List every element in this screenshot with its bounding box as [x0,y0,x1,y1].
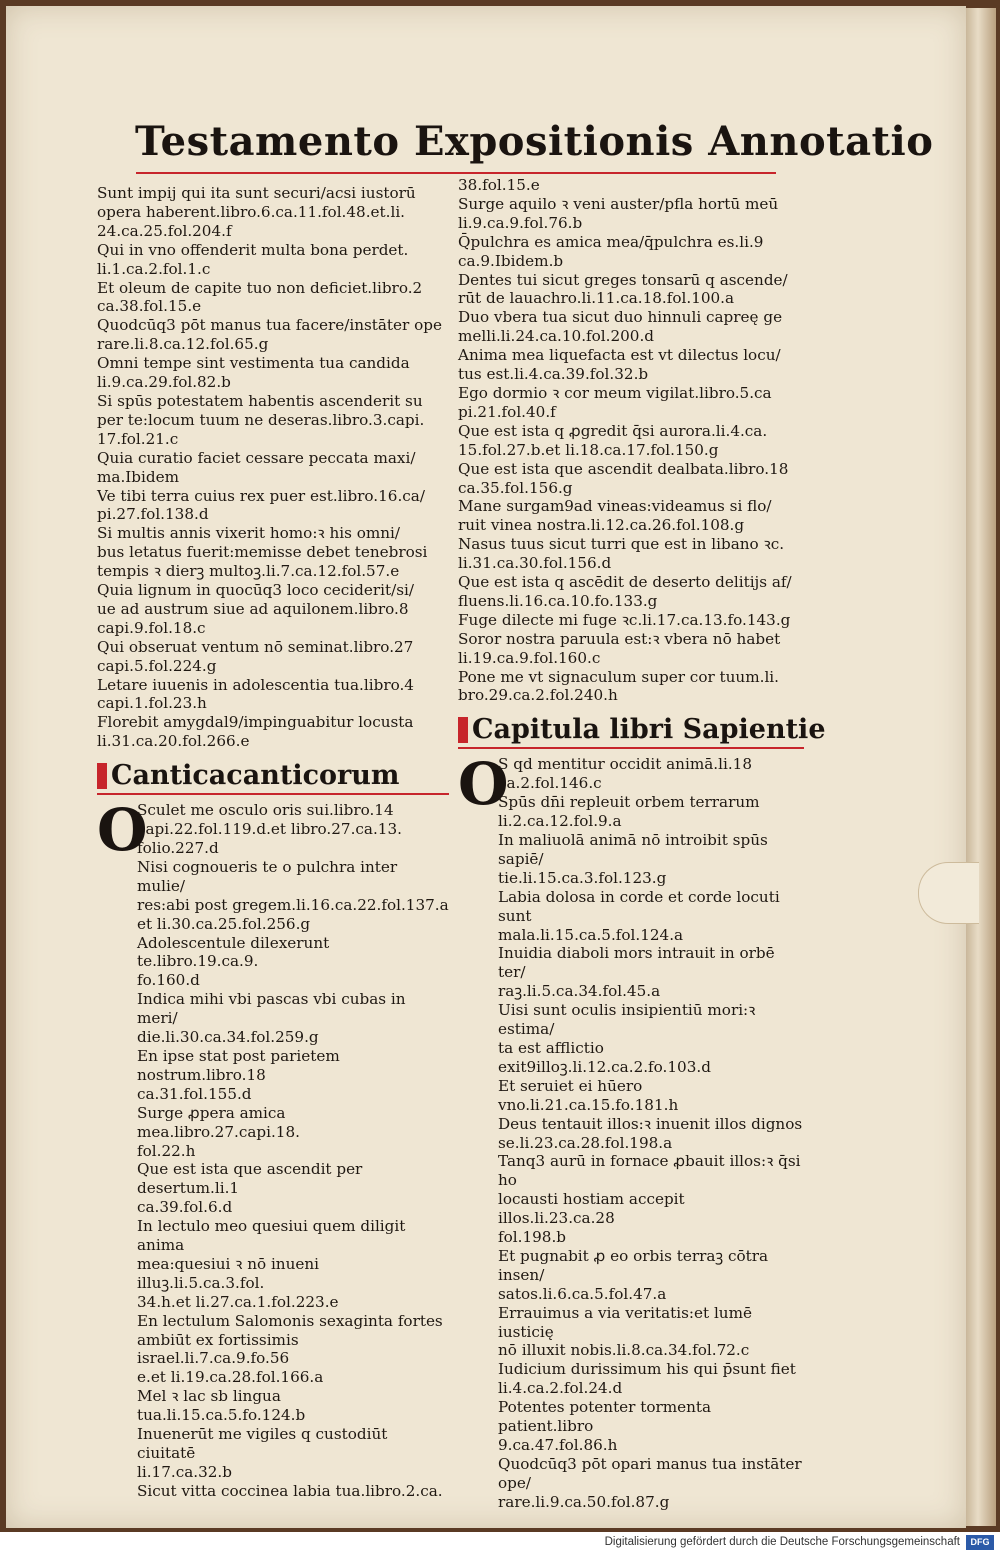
section-body-canticum [97,796,449,1501]
index-entry: 38.fol.15.e [458,176,540,194]
right-column [458,176,826,1512]
index-entry: Que est ista q ascēdit de deserto delitijs af/ fluens.li.16.ca.10.fo.133.g [458,573,792,610]
dfg-logo: DFG [966,1535,994,1550]
rubric-mark [458,717,468,743]
title-red-rule [136,172,776,174]
index-entry: Anima mea liquefacta est vt dilectus locu/ tus est.li.4.ca.39.fol.32.b [458,346,781,384]
index-entry: Surge ꝓpera amica mea.libro.27.capi.18. fol.22.h [137,1103,300,1160]
index-entry: In maliuolā animā nō introibit spūs sapiē/ tie.li.15.ca.3.fol.123.g [498,831,768,887]
index-entry: Deus tentauit illos:ꝛ inuenit illos dignos se.li.23.ca.28.fol.198.a [498,1114,803,1152]
initial-letter: O [97,796,148,865]
section-heading-label: Capitula libri Sapientie [472,714,826,746]
index-entry: Mane surgam9ad vineas:videamus si flo/ ruit vinea nostra.li.12.ca.26.fol.108.g [458,497,772,535]
index-entry: Que est ista que ascendit dealbata.libro.18 ca.35.fol.156.g [458,459,789,497]
index-entry: Inuenerūt me vigiles q custodiūt ciuitatē li.17.ca.32.b [137,1425,388,1481]
index-entry: Tanq3 aurū in fornace ꝓbauit illos:ꝛ q̄si ho locausti hostiam accepit illos.li.23.ca.28 fol.198.b [498,1152,801,1247]
section-heading-canticum [97,759,449,795]
index-entry: Soror nostra paruula est:ꝛ vbera nō habet li.19.ca.9.fol.160.c [458,629,781,667]
index-entry: En lectulum Salomonis sexaginta fortes ambiūt ex fortissimis israel.li.7.ca.9.fo.56 e.et li.19.ca.28.fol.166.a [137,1311,443,1387]
index-entry: Sculet me osculo oris sui.libro.14 capi.22.fol.119.d.et libro.27.ca.13. folio.227.d [137,801,402,857]
index-entry: Inuidia diaboli mors intrauit in orbē ter/ raꝫ.li.5.ca.34.fol.45.a [498,944,775,1001]
index-entry: Fuge dilecte mi fuge ꝛc.li.17.ca.13.fo.143.g [458,610,791,629]
index-entry: Que est ista que ascendit per desertum.li.1 ca.39.fol.6.d [137,1160,363,1217]
footer-credit: Digitalisierung gefördert durch die Deutsche Forschungsgemeinschaft [604,1536,960,1548]
left-column [97,184,449,1501]
index-entry: Sicut vitta coccinea labia tua.libro.2.ca. [137,1481,443,1500]
index-entry: Et oleum de capite tuo non deficiet.libro.2 ca.38.fol.15.e [97,278,423,316]
index-entry: Ve tibi terra cuius rex puer est.libro.16.ca/ pi.27.fol.138.d [97,486,425,524]
section-heading-sapientie [458,713,826,749]
index-entry: Labia dolosa in corde et corde locuti sunt mala.li.15.ca.5.fol.124.a [498,887,780,944]
index-entry: Indica mihi vbi pascas vbi cubas in meri/ die.li.30.ca.34.fol.259.g [137,990,406,1047]
index-entry: Surge aquilo ꝛ veni auster/pfla hortū meū li.9.ca.9.fol.76.b [458,194,779,232]
index-entry: Pone me vt signaculum super cor tuum.li. bro.29.ca.2.fol.240.h [458,667,779,705]
page-title: Testamento Expositionis Annotatio [135,118,934,165]
index-entry: Quia curatio faciet cessare peccata maxi/ ma.Ibidem [97,448,416,486]
canticum-entry-list [137,801,449,1501]
index-entry: Duo vbera tua sicut duo hinnuli capreę ge melli.li.24.ca.10.fol.200.d [458,308,783,346]
index-entry: Quodcūq3 pōt opari manus tua instāter ope/ rare.li.9.ca.50.fol.87.g [498,1454,802,1511]
index-entry: Spūs dn̄i repleuit orbem terrarum li.2.ca.12.fol.9.a [498,793,760,831]
footer-bar [0,1532,1000,1555]
index-entry: Potentes potenter tormenta patient.libro 9.ca.47.fol.86.h [498,1398,712,1454]
index-entry: Omni tempe sint vestimenta tua candida li.9.ca.29.fol.82.b [97,354,410,392]
index-entry: S qd mentitur occidit animā.li.18 ca.2.fol.146.c [498,755,752,793]
index-entry: Sunt impij qui ita sunt securi/acsi iustorū opera haberent.libro.6.ca.11.fol.48.et.li. 24.ca.25.fol.204.f [97,184,416,240]
left-entry-list [97,184,449,751]
index-entry: In lectulo meo quesiui quem diligit anima mea:quesiui ꝛ nō inueni illuꝫ.li.5.ca.3.fol. 34.h.et li.27.ca.1.fol.223.e [137,1217,406,1311]
index-entry: Letare iuuenis in adolescentia tua.libro.4 capi.1.fol.23.h [97,675,414,713]
index-entry: Nisi cognoueris te o pulchra inter mulie/ res:abi post gregem.li.16.ca.22.fol.137.a et li.30.ca.25.fol.256.g [137,857,449,933]
index-entry: Errauimus a via veritatis:et lumē iusticię nō illuxit nobis.li.8.ca.34.fol.72.c [498,1303,752,1360]
index-entry: Quia lignum in quocūq3 loco ceciderit/si/ ue ad austrum siue ad aquilonem.libro.8 capi.9.fol.18.c [97,581,414,637]
section-body-sapientie [458,750,804,1511]
index-entry: Quodcūq3 pōt manus tua facere/instāter ope rare.li.8.ca.12.fol.65.g [97,316,442,354]
index-entry: Qui in vno offenderit multa bona perdet. li.1.ca.2.fol.1.c [97,240,409,278]
index-entry: Iudicium durissimum his qui p̄sunt fiet li.4.ca.2.fol.24.d [498,1360,796,1398]
section-heading-label: Canticacanticorum [111,760,400,792]
right-entry-list [458,176,804,705]
index-entry: Ego dormio ꝛ cor meum vigilat.libro.5.ca pi.21.fol.40.f [458,383,772,421]
initial-letter: O [458,750,509,819]
rubric-mark [97,763,107,789]
index-entry: Mel ꝛ lac sb lingua tua.li.15.ca.5.fo.124.b [137,1387,306,1425]
index-entry: Dentes tui sicut greges tonsarū q ascende/ rūt de lauachro.li.11.ca.18.fol.100.a [458,270,788,308]
index-entry: En ipse stat post parietem nostrum.libro.18 ca.31.fol.155.d [137,1046,340,1103]
index-entry: Et pugnabit ꝓ eo orbis terraꝫ cōtra insen/ satos.li.6.ca.5.fol.47.a [498,1246,769,1303]
index-entry: Si spūs potestatem habentis ascenderit su per te:locum tuum ne deseras.libro.3.capi. 17.fol.21.c [97,391,425,448]
index-entry: Qui obseruat ventum nō seminat.libro.27 capi.5.fol.224.g [97,637,414,675]
sapientie-entry-list [498,755,804,1511]
index-entry: Uisi sunt oculis insipientiū mori:ꝛ estima/ ta est afflictio exit9illoꝫ.li.12.ca.2.fo.103.d [498,1001,756,1076]
index-entry: Nasus tuus sicut turri que est in libano ꝛc. li.31.ca.30.fol.156.d [458,535,785,573]
index-entry: Et seruiet ei hūero vno.li.21.ca.15.fo.181.h [498,1076,679,1114]
index-entry: Florebit amygdal9/impinguabitur locusta li.31.ca.20.fol.266.e [97,713,414,751]
index-entry: Que est ista q ꝓgredit q̄si aurora.li.4.ca. 15.fol.27.b.et li.18.ca.17.fol.150.g [458,421,768,459]
index-entry: Adolescentule dilexerunt te.libro.19.ca.9. fo.160.d [137,933,330,990]
page-tab [918,862,979,924]
index-entry: Si multis annis vixerit homo:ꝛ his omni/ bus letatus fuerit:memisse debet tenebrosi tempis ꝛ dierꝫ multoꝫ.li.7.ca.12.fol.57.e [97,524,428,581]
index-entry: Q̄pulchra es amica mea/q̄pulchra es.li.9 ca.9.Ibidem.b [458,232,764,270]
page-edge [966,8,996,1526]
